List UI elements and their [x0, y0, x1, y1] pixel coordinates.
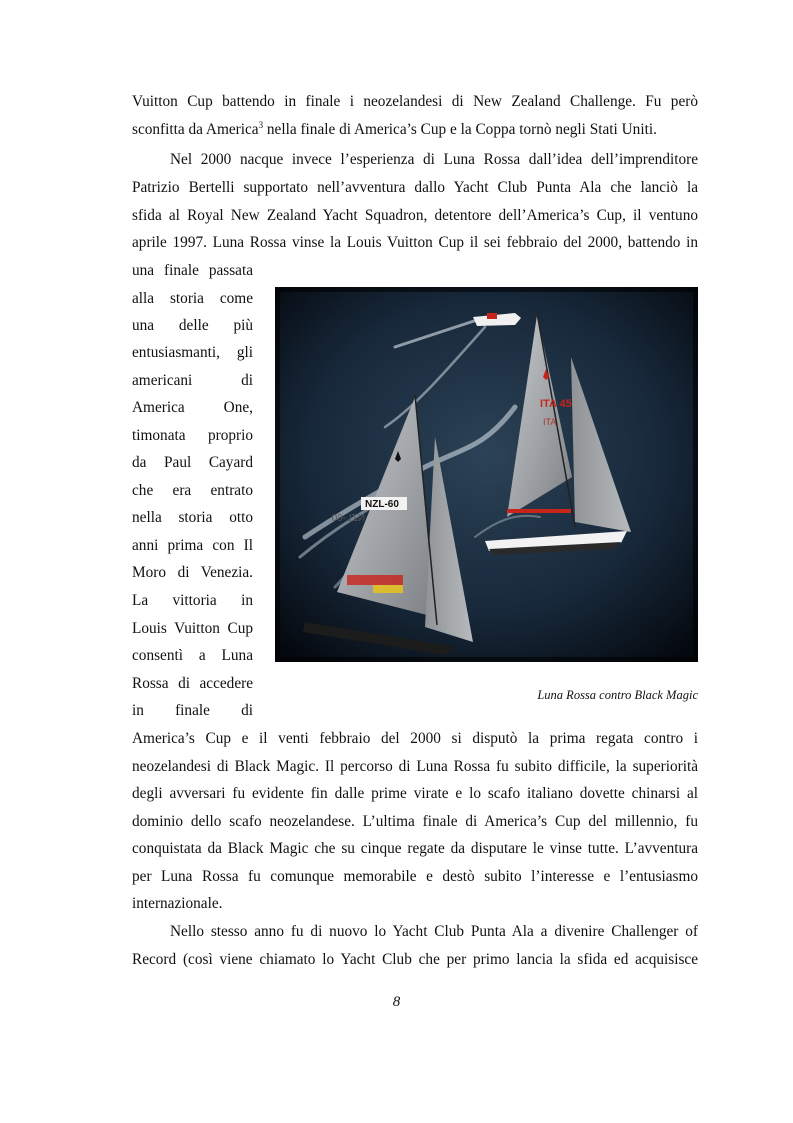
text-line: Rossa di accedere [132, 675, 253, 692]
text-line: nella storia otto [132, 509, 253, 526]
text-line: America One, [132, 399, 253, 416]
text-line: alla storia come [132, 290, 253, 307]
text-line: una finale passata [132, 262, 253, 279]
text-line: aprile 1997. Luna Rossa vinse la Louis Vuitton Cup il sei febbraio del 2000, battendo in [132, 234, 698, 251]
text-line: entusiasmanti, gli [132, 344, 253, 361]
page-number: 8 [392, 994, 401, 1010]
sail-number-ita: ITA 45 [540, 398, 572, 410]
sail-number-nzl: NZL-60 [365, 499, 399, 510]
text-line: consentì a Luna [132, 647, 253, 664]
text-line: dominio dello scafo neozelandese. L’ultima finale di America’s Cup del millennio, fu [132, 813, 698, 830]
sail-number-nzl-mirror: NZL-60 [331, 513, 365, 524]
text-line: che era entrato [132, 482, 253, 499]
text-line: sfida al Royal New Zealand Yacht Squadron, detentore dell’America’s Cup, il ventuno [132, 207, 698, 224]
text-line: internazionale. [132, 895, 223, 912]
sail-number-ita-sub: ITA [543, 417, 557, 427]
figure-caption: Luna Rossa contro Black Magic [537, 688, 698, 702]
text-line: Nello stesso anno fu di nuovo lo Yacht Club Punta Ala a divenire Challenger of [170, 923, 698, 940]
text-line: sconfitta da America$^3$ nella finale di America’s Cup e la Coppa tornò negli Stati Uniti. [132, 120, 657, 138]
text-line: timonata proprio [132, 427, 253, 444]
text-line: per Luna Rossa fu comunque memorabile e destò subito l’interesse e l’entusiasmo [132, 868, 698, 885]
text-line: Vuitton Cup battendo in finale i neozelandesi di New Zealand Challenge. Fu però [132, 93, 698, 110]
text-line: neozelandesi di Black Magic. Il percorso di Luna Rossa fu subito difficile, la superiorità [132, 758, 698, 775]
text-line: Nel 2000 nacque invece l’esperienza di Luna Rossa dall’idea dell’imprenditore [170, 151, 698, 168]
text-line: Record (così viene chiamato lo Yacht Club che per primo lancia la sfida ed acquisisce [132, 951, 698, 968]
text-line: una delle più [132, 317, 253, 334]
text-line: America’s Cup e il venti febbraio del 2000 si disputò la prima regata contro i [132, 730, 698, 747]
text-line: anni prima con Il [132, 537, 253, 554]
regatta-photo [275, 287, 698, 662]
text-line: Louis Vuitton Cup [132, 620, 253, 637]
text-line: in finale di [132, 702, 253, 719]
text-line: Patrizio Bertelli supportato nell’avventura dallo Yacht Club Punta Ala che lanciò la [132, 179, 698, 196]
text-line: da Paul Cayard [132, 454, 253, 471]
sea [275, 287, 698, 662]
text-line: degli avversari fu evidente fin dalle prime virate e lo scafo italiano dovette chinarsi al [132, 785, 698, 802]
text-line: La vittoria in [132, 592, 253, 609]
text-line: conquistata da Black Magic che su cinque regate da disputare le vinse tutte. L’avventura [132, 840, 698, 857]
text-line: americani di [132, 372, 253, 389]
text-line: Moro di Venezia. [132, 564, 253, 581]
footnote-ref[interactable]: 3 [258, 120, 264, 130]
